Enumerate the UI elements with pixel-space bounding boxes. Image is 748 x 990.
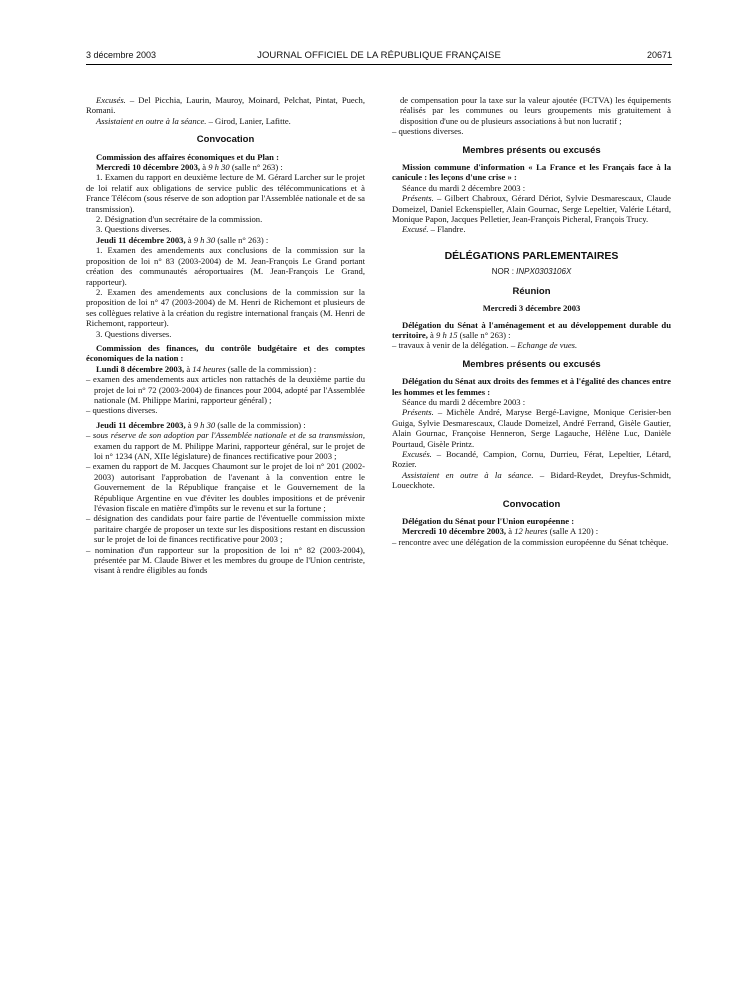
presents-line: Présents. – Michèle André, Maryse Bergé-Lavigne, Monique Cerisier-ben Guiga, Sylvie Desmarescaux, Claude Domeizel, André Ferrand, Gisèle Gautier, Alain Gournac, Françoise Henneron, Serge Lagauche, Hélène Luc, Danièle Pourtaud, Gisèle Printz.	[392, 407, 671, 449]
membres-heading: Membres présents ou excusés	[462, 144, 601, 156]
delegation-femmes-title: Délégation du Sénat aux droits des femmes et à l'égalité des chances entre les hommes et les femmes :	[392, 376, 671, 397]
assistaient-line: Assistaient en outre à la séance. – Bidard-Reydet, Dreyfus-Schmidt, Loueckhote.	[392, 469, 671, 491]
agenda-item: 3. Questions diverses.	[96, 328, 172, 339]
left-column	[86, 95, 365, 576]
mission-title: Mission commune d'information « La France et les Français face à la canicule : les leçons d'une crise » :	[392, 162, 671, 183]
commission-fin-title: Commission des finances, du contrôle budgétaire et des comptes économiques de la nation :	[86, 342, 365, 364]
membres-heading: Membres présents ou excusés	[462, 358, 601, 370]
agenda-item: 2. Désignation d'un secrétaire de la commission.	[96, 214, 263, 225]
delegation-ue-title: Délégation du Sénat pour l'Union européenne :	[402, 516, 575, 526]
page-number: 20671	[646, 50, 672, 60]
agenda-item: – travaux à venir de la délégation. – Echange de vues.	[392, 340, 578, 351]
seance-line: Séance du mardi 2 décembre 2003 :	[402, 182, 526, 193]
excuses-line: Excusés. – Del Picchia, Laurin, Mauroy, Moinard, Pelchat, Pintat, Puech, Romani.	[86, 95, 365, 116]
agenda-item: – examen des amendements aux articles non rattachés de la deuxième partie du projet de loi n° 72 (2003-2004) de finances pour 2004, adopté par l'Assemblée nationale (M. Philippe Marini, rapporteur général) ;	[86, 374, 365, 405]
commission-fin-date1: Lundi 8 décembre 2003, à 14 heures (salle de la commission) :	[96, 363, 317, 374]
agenda-item: 3. Questions diverses.	[96, 224, 172, 235]
agenda-item: 1. Examen du rapport en deuxième lecture de M. Gérard Larcher sur le projet de loi relatif aux obligations de service public des télécommunications et à France Télécom (sous réserve de son adoption par l'Assemblée nationale et de sa transmission).	[86, 172, 365, 214]
excuse-line: Excusé. – Flandre.	[402, 224, 466, 235]
agenda-item: – rencontre avec une délégation de la commission européenne du Sénat tchèque.	[392, 537, 671, 547]
header-date: 3 décembre 2003	[86, 50, 157, 60]
agenda-item: 2. Examen des amendements aux conclusions de la commission sur la proposition de loi n° 47 (2003-2004) de M. Henri de Richemont et plusieurs de ses collègues relative à la création du registre international français (M. Henri de Richemont, rapporteur).	[86, 286, 365, 329]
assistaient-line: Assistaient en outre à la séance. – Girod, Lanier, Lafitte.	[96, 115, 291, 126]
header-rule	[86, 64, 672, 65]
right-column	[392, 95, 671, 547]
delegation-amenagement: Délégation du Sénat à l'aménagement et au développement durable du territoire, à 9 h 15 (salle n° 263) :	[392, 319, 671, 340]
commission-fin-date2: Jeudi 11 décembre 2003, à 9 h 30 (salle de la commission) :	[96, 419, 306, 430]
delegation-ue-date: Mercredi 10 décembre 2003, à 12 heures (salle A 120) :	[402, 526, 599, 537]
convocation-heading: Convocation	[502, 498, 561, 510]
presents-line: Présents. – Gilbert Chabroux, Gérard Dériot, Sylvie Desmarescaux, Claude Domeizel, Daniel Eckenspieller, Alain Gournac, Serge Lepeltier, Valérie Létard, Monique Papon, Jacques Pelletier, Jean-François Picheral, François Trucy.	[392, 193, 671, 225]
commission-eco-title: Commission des affaires économiques et du Plan :	[96, 151, 279, 162]
commission-eco-date1: Mercredi 10 décembre 2003, à 9 h 30 (salle n° 263) :	[96, 162, 283, 173]
reunion-heading: Réunion	[512, 285, 551, 297]
agenda-item: – nomination d'un rapporteur sur la proposition de loi n° 82 (2003-2004), présentée par M. Claude Biwer et les membres du groupe de l'Union centriste, visant à rendre éligibles au fonds	[86, 545, 365, 576]
convocation-heading: Convocation	[196, 134, 255, 146]
nor-reference: NOR : INPX0303106X	[491, 267, 572, 277]
agenda-item: – questions diverses.	[392, 126, 671, 136]
journal-title: JOURNAL OFFICIEL DE LA RÉPUBLIQUE FRANÇAISE	[257, 50, 501, 61]
delegations-heading: DÉLÉGATIONS PARLEMENTAIRES	[444, 249, 619, 262]
reunion-date: Mercredi 3 décembre 2003	[482, 303, 581, 314]
agenda-item: – désignation des candidats pour faire partie de l'éventuelle commission mixte paritaire chargée de proposer un texte sur les dispositions restant en discussion sur le projet de loi de finances rectificative pour 2003 ;	[86, 513, 365, 544]
page-header	[86, 50, 672, 64]
continuation-text: de compensation pour la taxe sur la valeur ajoutée (FCTVA) les équipements réalisés par les communes ou leurs groupements mis gratuitement à disposition d'une ou de plusieurs associations à but non lucratif ;	[400, 95, 671, 126]
agenda-item: 1. Examen des amendements aux conclusions de la commission sur la proposition de loi n° 83 (2003-2004) de M. Jean-François Le Grand portant création des communautés aéroportuaires (M. Jean-François Le Grand, rapporteur).	[86, 245, 365, 287]
agenda-item: – sous réserve de son adoption par l'Assemblée nationale et de sa transmission, examen du rapport de M. Philippe Marini, rapporteur général, sur le projet de loi n° 1234 (AN, XIIe législature) de finances rectificative pour 2003 ;	[86, 430, 365, 461]
agenda-item: – questions diverses.	[86, 405, 365, 415]
agenda-item: – examen du rapport de M. Jacques Chaumont sur le projet de loi n° 201 (2002-2003) autorisant l'approbation de l'avenant à la convention entre le Gouvernement de la République française et le Gouvernement de la République Argentine en vue d'éviter les doubles impositions et de prévenir l'évasion fiscale en matière d'impôts sur le revenu et sur la fortune ;	[86, 461, 365, 513]
seance-line: Séance du mardi 2 décembre 2003 :	[402, 396, 526, 407]
excuses-line: Excusés. – Bocandé, Campion, Cornu, Durrieu, Férat, Lepeltier, Létard, Rozier.	[392, 448, 671, 470]
commission-eco-date2: Jeudi 11 décembre 2003, à 9 h 30 (salle n° 263) :	[96, 234, 269, 245]
